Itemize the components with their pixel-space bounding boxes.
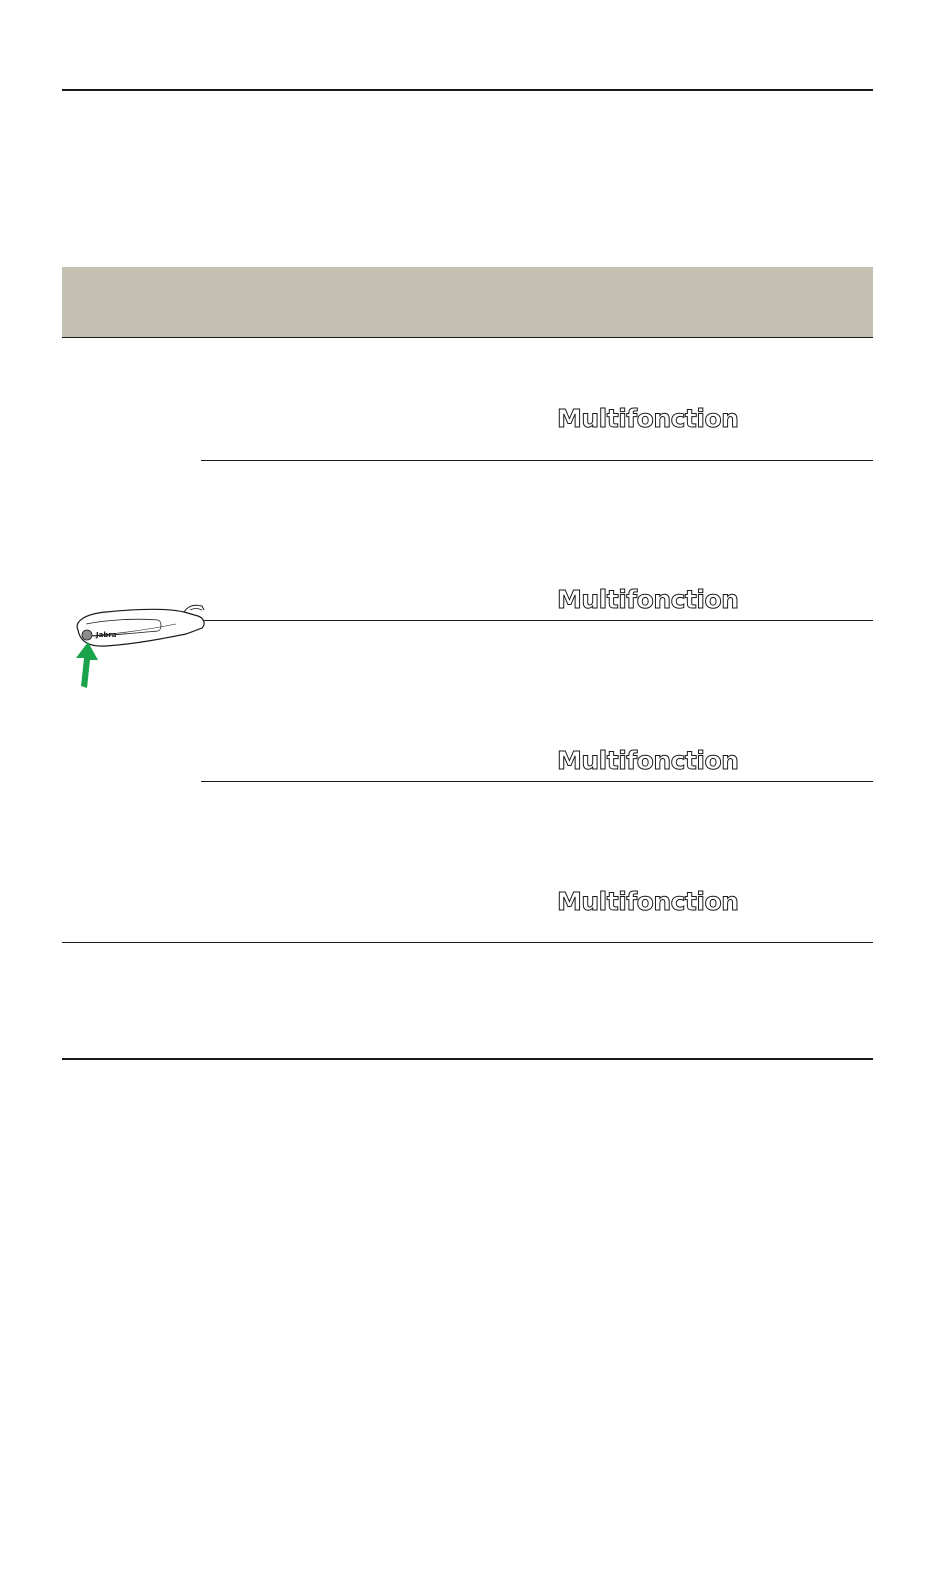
- top-rule: [62, 89, 873, 91]
- multifunction-button-label: Multifonction: [557, 887, 739, 916]
- row-divider: [201, 460, 873, 461]
- row-divider: [201, 620, 873, 621]
- up-arrow-icon: [76, 642, 98, 688]
- multifunction-button-label: Multifonction: [557, 746, 739, 775]
- multifunction-button-dot: [82, 630, 92, 640]
- header-bottom-rule: [62, 337, 873, 338]
- brand-logo-text: Jabra: [96, 631, 117, 639]
- row-divider: [201, 781, 873, 782]
- multifunction-button-label: Multifonction: [557, 585, 739, 614]
- section-divider: [62, 942, 873, 943]
- headset-illustration: [66, 600, 216, 695]
- table-header-band: [62, 267, 873, 337]
- bottom-rule: [62, 1058, 873, 1060]
- multifunction-button-label: Multifonction: [557, 404, 739, 433]
- headset-body: [77, 609, 204, 646]
